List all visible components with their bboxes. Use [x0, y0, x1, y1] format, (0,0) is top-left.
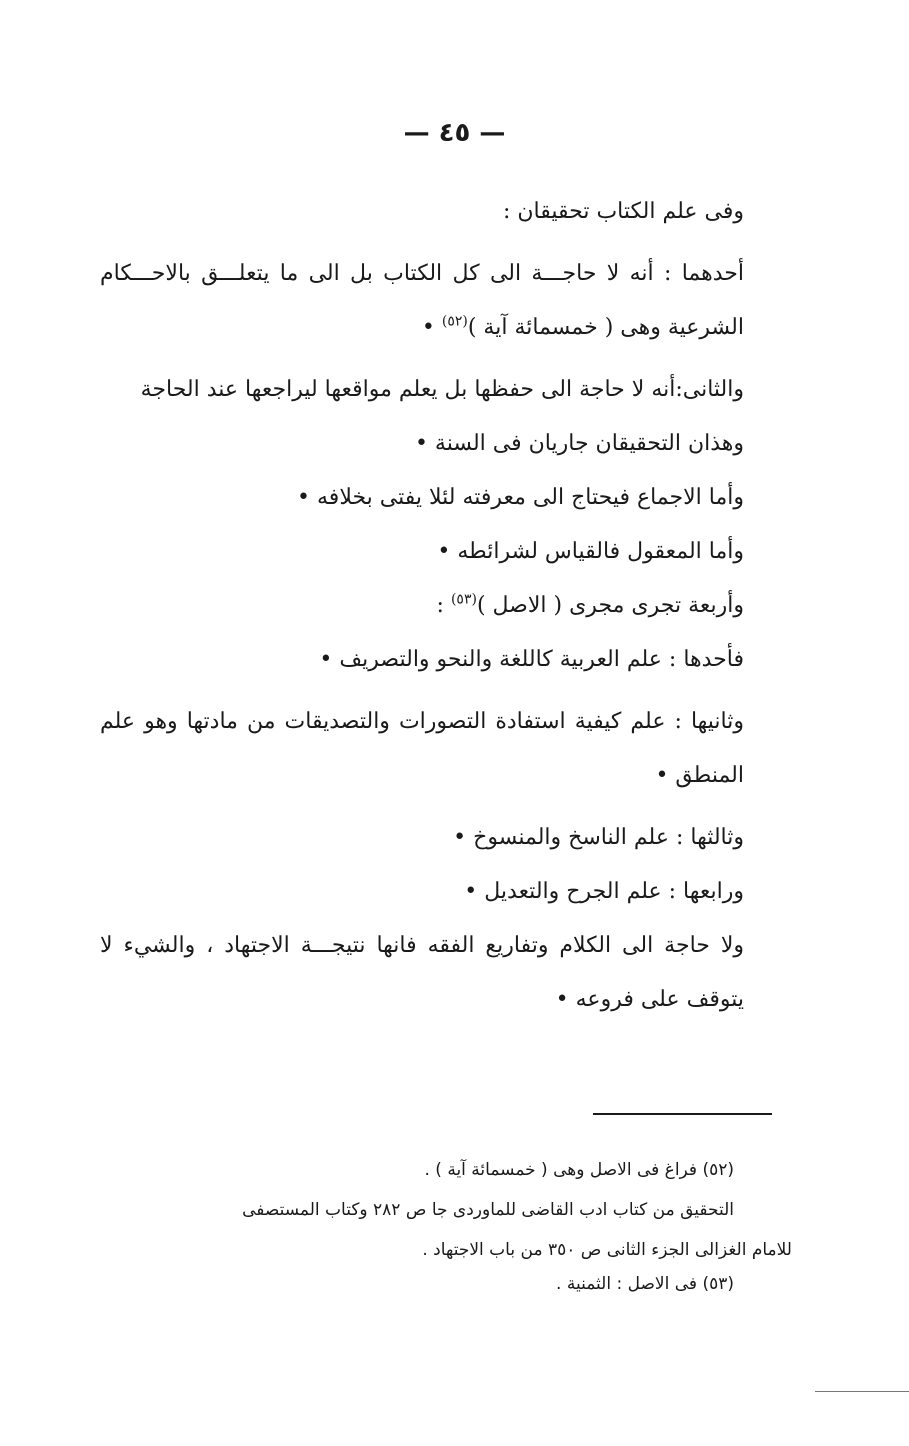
paragraph-four-sciences	[100, 579, 792, 633]
paragraph-four-sciences-end: :	[436, 593, 451, 618]
paragraph-four-sciences-text: وأربعة تجرى مجرى ( الاصل )	[476, 593, 744, 618]
paragraph-fourth-science: ورابعها : علم الجرح والتعديل •	[464, 879, 744, 904]
paragraph-second-science: وثانيها : علم كيفية استفادة التصورات والتصديقات من مادتها وهو علم المنطق •	[100, 709, 744, 788]
paragraph-first-inquiry-end: •	[421, 315, 442, 340]
paragraph-reason: وأما المعقول فالقياس لشرائطه •	[437, 539, 744, 564]
footnote-divider	[593, 1113, 772, 1115]
paragraph-second-inquiry: والثانى:أنه لا حاجة الى حفظها بل يعلم مواقعها ليراجعها عند الحاجة	[140, 377, 744, 402]
footnote-52-line-1: (٥٢) فراغ فى الاصل وهى ( خمسمائة آية ) .	[424, 1160, 734, 1180]
paragraph-consensus: وأما الاجماع فيحتاج الى معرفته لئلا يفتى بخلافه •	[297, 485, 744, 510]
footnote-ref-53[interactable]: (٥٣)	[450, 591, 477, 608]
footnote-ref-52[interactable]: (٥٢)	[441, 313, 468, 330]
footnotes	[100, 1150, 792, 1298]
main-text	[100, 185, 792, 1027]
page-edge-line	[815, 1391, 909, 1392]
paragraph-first-inquiry-text: أحدهما : أنه لا حاجـــة الى كل الكتاب بل الى ما يتعلـــق بالاحـــكام الشرعية وهى ( خمسمائة آية )	[100, 261, 744, 340]
footnote-52-line-2: التحقيق من كتاب ادب القاضى للماوردى جا ص ٢٨٢ وكتاب المستصفى	[242, 1200, 734, 1220]
paragraph-third-science: وثالثها : علم الناسخ والمنسوخ •	[453, 825, 744, 850]
page-number: — ٤٥ —	[403, 118, 506, 148]
paragraph-intro: وفى علم الكتاب تحقيقان :	[502, 199, 744, 224]
paragraph-conclusion: ولا حاجة الى الكلام وتفاريع الفقه فانها نتيجـــة الاجتهاد ، والشيء لا يتوقف على فروعه •	[100, 933, 744, 1012]
paragraph-both-inquiries: وهذان التحقيقان جاريان فى السنة •	[414, 431, 744, 456]
footnote-53: (٥٣) فى الاصل : الثمنية .	[556, 1274, 734, 1294]
footnote-52-line-3: للامام الغزالى الجزء الثانى ص ٣٥٠ من باب الاجتهاد .	[422, 1240, 792, 1260]
paragraph-first-inquiry	[100, 247, 792, 355]
paragraph-first-science: فأحدها : علم العربية كاللغة والنحو والتصريف •	[319, 647, 744, 672]
